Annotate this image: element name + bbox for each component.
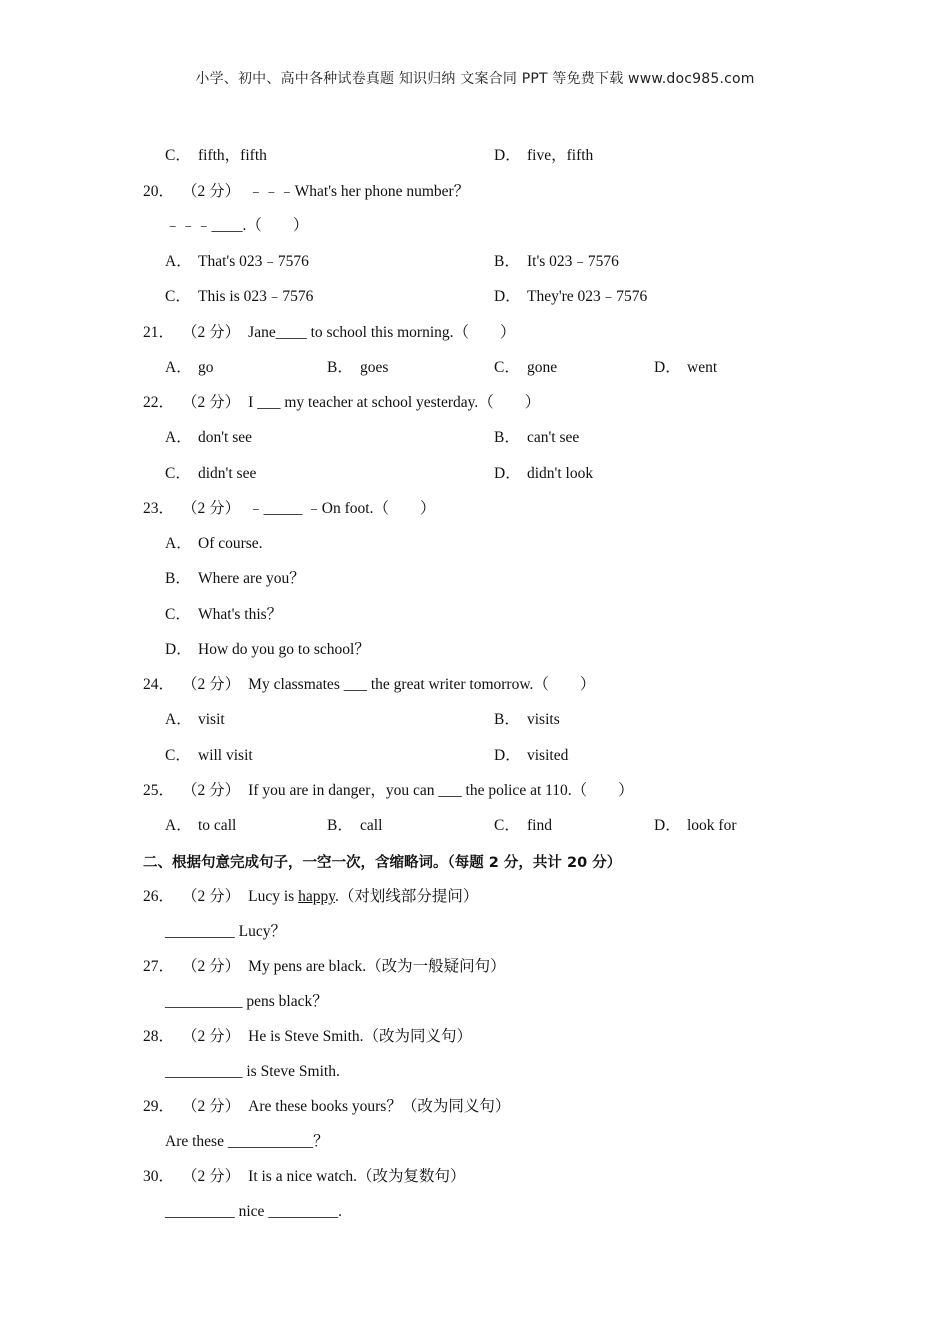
- option-letter: D．: [165, 641, 192, 658]
- question-text: Jane____ to school this morning.（ ）: [248, 324, 516, 341]
- option-letter: A．: [165, 535, 192, 552]
- question-text: My pens are black.（改为一般疑问句）: [248, 958, 506, 975]
- option-letter: B．: [327, 359, 353, 376]
- question-27: [143, 957, 506, 977]
- section-heading: 二、根据句意完成句子，一空一次，含缩略词。（每题 2 分，共计 20 分）: [143, 855, 622, 871]
- question-number: 27．: [143, 958, 175, 975]
- option-text: How do you go to school？: [198, 641, 370, 658]
- option-text: call: [360, 817, 383, 834]
- question-text-pre: Lucy is: [248, 888, 299, 905]
- option-d[interactable]: [494, 464, 593, 484]
- option-letter: B．: [494, 429, 520, 446]
- question-number: 21．: [143, 324, 175, 341]
- question-number: 20．: [143, 183, 175, 200]
- option-text: They're 023﹣7576: [527, 288, 648, 305]
- option-letter: D．: [654, 817, 681, 834]
- question-score: （2 分）: [182, 888, 241, 905]
- option-b[interactable]: [327, 816, 382, 836]
- option-c[interactable]: [165, 746, 253, 766]
- option-a[interactable]: [165, 816, 236, 836]
- option-d[interactable]: [494, 146, 593, 166]
- option-letter: C．: [494, 817, 520, 834]
- option-text: visits: [527, 711, 560, 728]
- option-a[interactable]: [165, 358, 214, 378]
- question-29: [143, 1097, 510, 1117]
- option-c[interactable]: [494, 358, 557, 378]
- option-c[interactable]: [165, 146, 267, 166]
- question-21: [143, 323, 516, 343]
- option-text: can't see: [527, 429, 580, 446]
- option-text: It's 023﹣7576: [527, 253, 619, 270]
- question-score: （2 分）: [182, 1028, 241, 1045]
- answer-line[interactable]: Are these ___________？: [165, 1133, 329, 1150]
- option-letter: C．: [494, 359, 520, 376]
- underlined-word: happy: [298, 888, 335, 905]
- question-30: [143, 1167, 466, 1187]
- option-text: What's this？: [198, 606, 283, 623]
- option-text: go: [198, 359, 214, 376]
- option-letter: A．: [165, 711, 192, 728]
- option-letter: C．: [165, 747, 191, 764]
- option-a[interactable]: [165, 710, 225, 730]
- option-d[interactable]: [165, 640, 370, 660]
- option-text: visit: [198, 711, 225, 728]
- option-letter: C．: [165, 147, 191, 164]
- question-score: （2 分）: [182, 958, 241, 975]
- option-text: went: [687, 359, 718, 376]
- option-text: will visit: [198, 747, 253, 764]
- option-b[interactable]: [494, 428, 579, 448]
- question-number: 28．: [143, 1028, 175, 1045]
- option-letter: A．: [165, 429, 192, 446]
- option-text: didn't look: [527, 465, 594, 482]
- option-letter: D．: [494, 465, 521, 482]
- question-score: （2 分）: [182, 676, 241, 693]
- option-b[interactable]: [494, 710, 560, 730]
- option-text: five，fifth: [527, 147, 594, 164]
- option-letter: D．: [494, 147, 521, 164]
- option-b[interactable]: [327, 358, 388, 378]
- option-letter: A．: [165, 817, 192, 834]
- question-text: Are these books yours？（改为同义句）: [248, 1098, 511, 1115]
- option-letter: B．: [165, 570, 191, 587]
- option-a[interactable]: [165, 534, 263, 554]
- question-text: If you are in danger，you can ___ the police at 110.（ ）: [248, 782, 634, 799]
- question-score: （2 分）: [182, 394, 241, 411]
- option-b[interactable]: [165, 569, 305, 589]
- page-header: 小学、初中、高中各种试卷真题 知识归纳 文案合同 PPT 等免费下载 www.doc985.com: [195, 71, 755, 87]
- option-text: don't see: [198, 429, 253, 446]
- option-letter: D．: [494, 747, 521, 764]
- option-letter: B．: [494, 711, 520, 728]
- option-d[interactable]: [494, 746, 568, 766]
- question-25: [143, 781, 634, 801]
- question-text-post: .（对划线部分提问）: [334, 888, 479, 905]
- question-number: 22．: [143, 394, 175, 411]
- option-text: fifth，fifth: [198, 147, 267, 164]
- question-score: （2 分）: [182, 1098, 241, 1115]
- option-text: visited: [527, 747, 569, 764]
- option-letter: D．: [654, 359, 681, 376]
- option-text: This is 023﹣7576: [198, 288, 314, 305]
- option-letter: D．: [494, 288, 521, 305]
- question-number: 29．: [143, 1098, 175, 1115]
- question-26: [143, 887, 478, 907]
- option-letter: C．: [165, 288, 191, 305]
- question-text: My classmates ___ the great writer tomorrow.（ ）: [248, 676, 596, 693]
- question-text: I ___ my teacher at school yesterday.（ ）: [248, 394, 541, 411]
- answer-line[interactable]: __________ is Steve Smith.: [165, 1063, 340, 1080]
- option-text: find: [527, 817, 552, 834]
- question-28: [143, 1027, 472, 1047]
- question-number: 30．: [143, 1168, 175, 1185]
- option-text: Where are you？: [198, 570, 305, 587]
- answer-line[interactable]: _________ nice _________.: [165, 1203, 342, 1220]
- option-letter: B．: [494, 253, 520, 270]
- question-score: （2 分）: [182, 500, 241, 517]
- option-b[interactable]: [494, 252, 619, 272]
- question-score: （2 分）: [182, 324, 241, 341]
- question-text: It is a nice watch.（改为复数句）: [248, 1168, 466, 1185]
- option-text: goes: [360, 359, 389, 376]
- question-text: ﹣_____ ﹣On foot.（ ）: [248, 500, 436, 517]
- question-number: 26．: [143, 888, 175, 905]
- option-letter: A．: [165, 359, 192, 376]
- option-text: That's 023﹣7576: [198, 253, 309, 270]
- question-23: [143, 499, 435, 519]
- question-number: 25．: [143, 782, 175, 799]
- option-letter: A．: [165, 253, 192, 270]
- option-d[interactable]: [654, 816, 737, 836]
- question-24: [143, 675, 595, 695]
- option-text: Of course.: [198, 535, 263, 552]
- option-letter: C．: [165, 465, 191, 482]
- question-20: [143, 182, 469, 202]
- question-22: [143, 393, 540, 413]
- question-text: He is Steve Smith.（改为同义句）: [248, 1028, 473, 1045]
- option-text: gone: [527, 359, 558, 376]
- option-a[interactable]: [165, 252, 309, 272]
- question-number: 24．: [143, 676, 175, 693]
- answer-line[interactable]: _________ Lucy？: [165, 923, 286, 940]
- option-text: look for: [687, 817, 737, 834]
- option-c[interactable]: [165, 287, 313, 307]
- option-letter: B．: [327, 817, 353, 834]
- option-letter: C．: [165, 606, 191, 623]
- answer-line[interactable]: __________ pens black？: [165, 993, 328, 1010]
- question-20-line2: ﹣﹣﹣____.（ ）: [165, 217, 309, 234]
- question-score: （2 分）: [182, 1168, 241, 1185]
- question-number: 23．: [143, 500, 175, 517]
- option-text: to call: [198, 817, 237, 834]
- option-c[interactable]: [165, 605, 282, 625]
- option-c[interactable]: [165, 464, 256, 484]
- question-text: ﹣﹣﹣What's her phone number？: [248, 183, 470, 200]
- option-text: didn't see: [198, 465, 257, 482]
- question-score: （2 分）: [182, 782, 241, 799]
- question-score: （2 分）: [182, 183, 241, 200]
- option-d[interactable]: [654, 358, 717, 378]
- option-a[interactable]: [165, 428, 252, 448]
- option-d[interactable]: [494, 287, 647, 307]
- option-c[interactable]: [494, 816, 552, 836]
